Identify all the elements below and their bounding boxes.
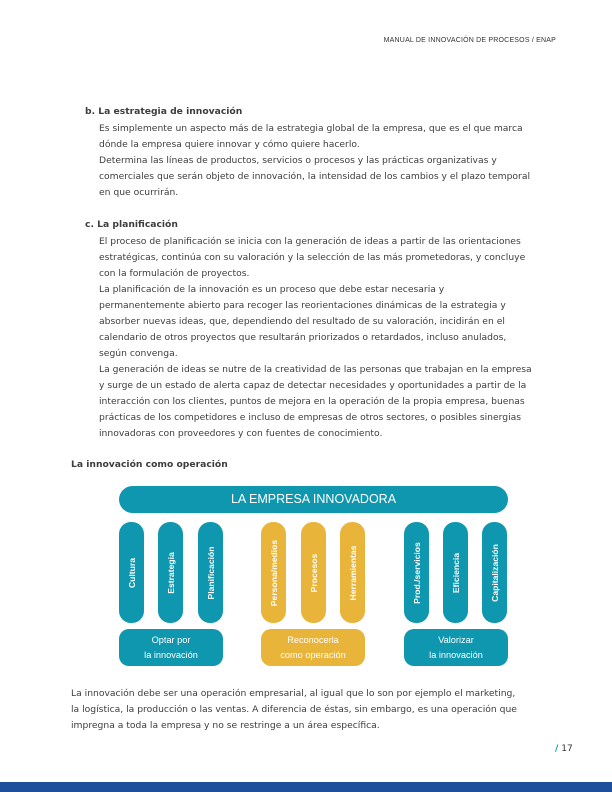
- group-optar: [119, 629, 223, 666]
- section-b-line: Es simplemente un aspecto más de la estrategia global de la empresa, que es el que marca: [99, 123, 523, 134]
- pillar-label: Persona/medios: [268, 539, 279, 606]
- pillar-capitalizacion: [482, 522, 507, 623]
- group-line: como operación: [280, 649, 346, 660]
- section-b-line: dónde la empresa quiere innovar y cómo quiere hacerlo.: [99, 139, 360, 150]
- pillar-label: Procesos: [308, 553, 319, 592]
- operation-line: La innovación debe ser una operación empresarial, al igual que lo son por ejemplo el marketing,: [71, 688, 516, 699]
- pillar-prod-servicios: [404, 522, 429, 623]
- section-c-line: interacción con los clientes, puntos de mejora en la operación de la propia empresa, buenas: [99, 396, 525, 407]
- page-number-value: 17: [561, 744, 573, 754]
- section-b-line: Determina las líneas de productos, servicios o procesos y las prácticas organizativas y: [99, 155, 497, 166]
- section-c-line: calendario de otros proyectos que resultarán priorizados o retardados, incluso anulados,: [99, 332, 507, 343]
- pillar-label: Cultura: [126, 557, 137, 588]
- pillar-label: Capitalización: [489, 543, 500, 602]
- pillar-label: Estrategia: [165, 551, 176, 594]
- section-c-heading: c. La planificación: [85, 219, 178, 230]
- section-c-line: innovadoras con proveedores y con fuentes de conocimiento.: [99, 428, 383, 439]
- section-b-line: comerciales que serán objeto de innovación, la intensidad de los cambios y el plazo temporal: [99, 171, 531, 182]
- section-c-line: prácticas de los competidores e incluso de empresas de otros sectores, o posibles sinergias: [99, 412, 522, 423]
- operation-line: impregna a toda la empresa y no se restringe a un área específica.: [71, 720, 380, 731]
- pillar-label: Planificación: [205, 545, 216, 600]
- running-header: MANUAL DE INNOVACIÓN DE PROCESOS / ENAP: [383, 37, 556, 44]
- group-valorizar: [404, 629, 508, 666]
- section-c-line: La planificación de la innovación es un proceso que debe estar necesaria y: [99, 284, 445, 295]
- section-c-line: según convenga.: [99, 348, 178, 359]
- section-c-line: y surge de un estado de alerta capaz de detectar necesidades y oportunidades a partir de la: [99, 380, 527, 391]
- section-b-line: en que ocurrirán.: [99, 187, 179, 198]
- pillar-label: Prod./servicios: [411, 541, 422, 604]
- section-c-line: estratégicas, continúa con su valoración y la selección de las más prometedoras, y concluye: [99, 252, 526, 263]
- footer-stripe: [0, 782, 612, 792]
- pillar-label: Eficiencia: [450, 552, 461, 593]
- pillar-procesos: [301, 522, 326, 623]
- pillar-eficiencia: [443, 522, 468, 623]
- section-c-line: con la formulación de proyectos.: [99, 268, 250, 279]
- pillar-herramientas: [340, 522, 365, 623]
- group-line: la innovación: [429, 649, 483, 660]
- section-c-line: permanentemente abierto para recoger las reorientaciones dinámicas de la estrategia y: [99, 300, 506, 311]
- group-line: Optar por: [151, 634, 191, 645]
- pillar-persona-medios: [261, 522, 286, 623]
- group-line: Valorizar: [438, 634, 474, 645]
- pillar-planificacion: [198, 522, 223, 623]
- group-line: la innovación: [144, 649, 198, 660]
- diagram-title-bar: LA EMPRESA INNOVADORA: [119, 486, 508, 513]
- page-number: [555, 744, 573, 754]
- section-c-line: absorber nuevas ideas, que, dependiendo del resultado de su valoración, incidirán en el: [99, 316, 505, 327]
- group-line: Reconocerla: [287, 634, 339, 645]
- section-b-heading: b. La estrategia de innovación: [85, 106, 243, 117]
- pillar-estrategia: [158, 522, 183, 623]
- section-c-line: La generación de ideas se nutre de la creatividad de las personas que trabajan en la empresa: [99, 364, 532, 375]
- operation-line: la logística, la producción o las ventas. A diferencia de éstas, sin embargo, es una operación que: [71, 704, 517, 715]
- section-c-line: El proceso de planificación se inicia con la generación de ideas a partir de las orientaciones: [99, 236, 521, 247]
- pillar-cultura: [119, 522, 144, 623]
- group-reconocerla: [261, 629, 365, 666]
- page-number-slash: /: [555, 744, 559, 754]
- operation-heading: La innovación como operación: [71, 459, 228, 470]
- pillar-label: Herramientas: [347, 545, 358, 600]
